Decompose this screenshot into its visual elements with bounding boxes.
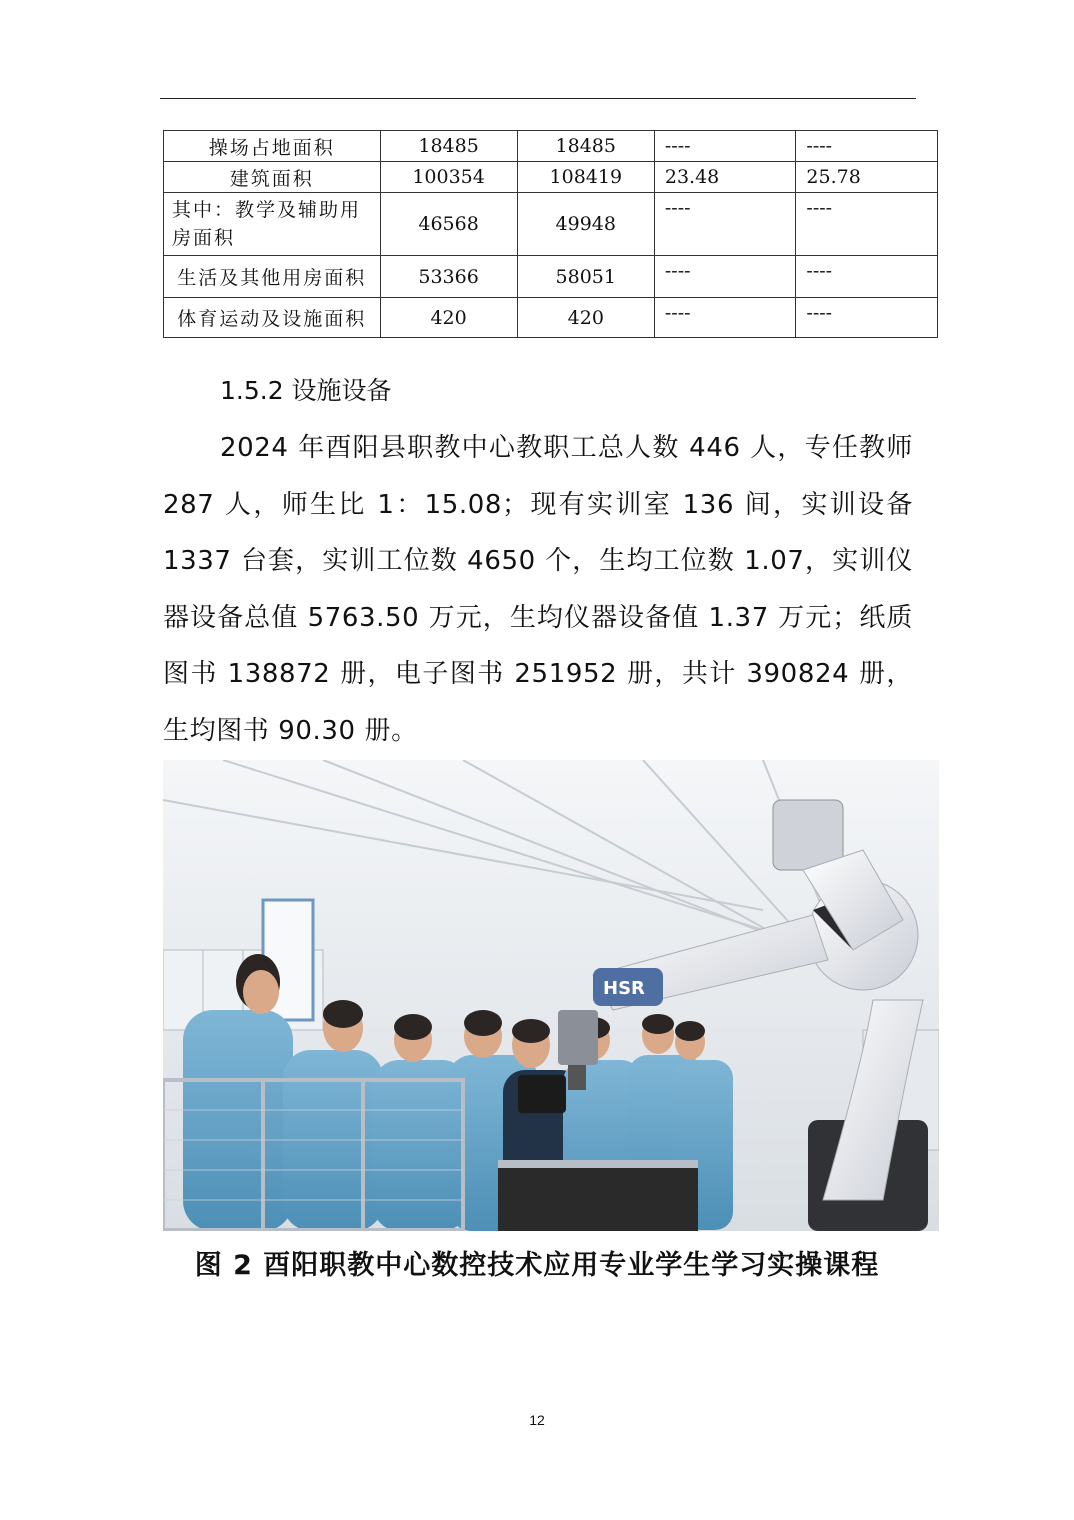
cell-value: 49948 [517, 193, 654, 256]
cell-value: ---- [796, 193, 938, 256]
cell-value: ---- [796, 131, 938, 162]
cell-value: ---- [654, 131, 796, 162]
figure-caption: 图 2 酉阳职教中心数控技术应用专业学生学习实操课程 [194, 1250, 880, 1281]
page-number: 12 [529, 1412, 545, 1428]
robot-arm-training-illustration [163, 760, 939, 1231]
cell-value: 46568 [380, 193, 517, 256]
section-title: 1.5.2 设施设备 [220, 376, 392, 405]
table-row [164, 256, 938, 298]
row-label: 操场占地面积 [164, 131, 381, 162]
cell-value: ---- [654, 193, 796, 256]
row-label: 建筑面积 [164, 162, 381, 193]
row-label: 体育运动及设施面积 [164, 298, 381, 338]
cell-value: ---- [654, 298, 796, 338]
cell-value: ---- [796, 256, 938, 298]
figure-photo [163, 760, 939, 1231]
cell-value: 420 [380, 298, 517, 338]
table-row [164, 298, 938, 338]
cell-value: 23.48 [654, 162, 796, 193]
table-row [164, 193, 938, 256]
row-label: 生活及其他用房面积 [164, 256, 381, 298]
cell-value: ---- [796, 298, 938, 338]
arm-brand-label: HSR [603, 978, 645, 999]
cell-value: 53366 [380, 256, 517, 298]
cell-value: 18485 [517, 131, 654, 162]
area-table [163, 130, 938, 338]
cell-value: 420 [517, 298, 654, 338]
cell-value: 25.78 [796, 162, 938, 193]
cell-value: 108419 [517, 162, 654, 193]
cell-value: ---- [654, 256, 796, 298]
cell-value: 18485 [380, 131, 517, 162]
row-label: 其中：教学及辅助用房面积 [164, 193, 381, 256]
cell-value: 100354 [380, 162, 517, 193]
header-rule [160, 98, 916, 99]
body-paragraph: 2024 年酉阳县职教中心教职工总人数 446 人，专任教师 287 人，师生比 1：15.08；现有实训室 136 间，实训设备 1337 台套，实训工位数 4650 个，生均工位数 1.07，实训仪器设备总值 5763.50 万元，生均仪器设备值 1.37 万元；纸质图书 138872 册，电子图书 251952 册，共计 390824 册，生均图书 90.30 册。 [163, 433, 913, 746]
cell-value: 58051 [517, 256, 654, 298]
table-row [164, 131, 938, 162]
table-row [164, 162, 938, 193]
